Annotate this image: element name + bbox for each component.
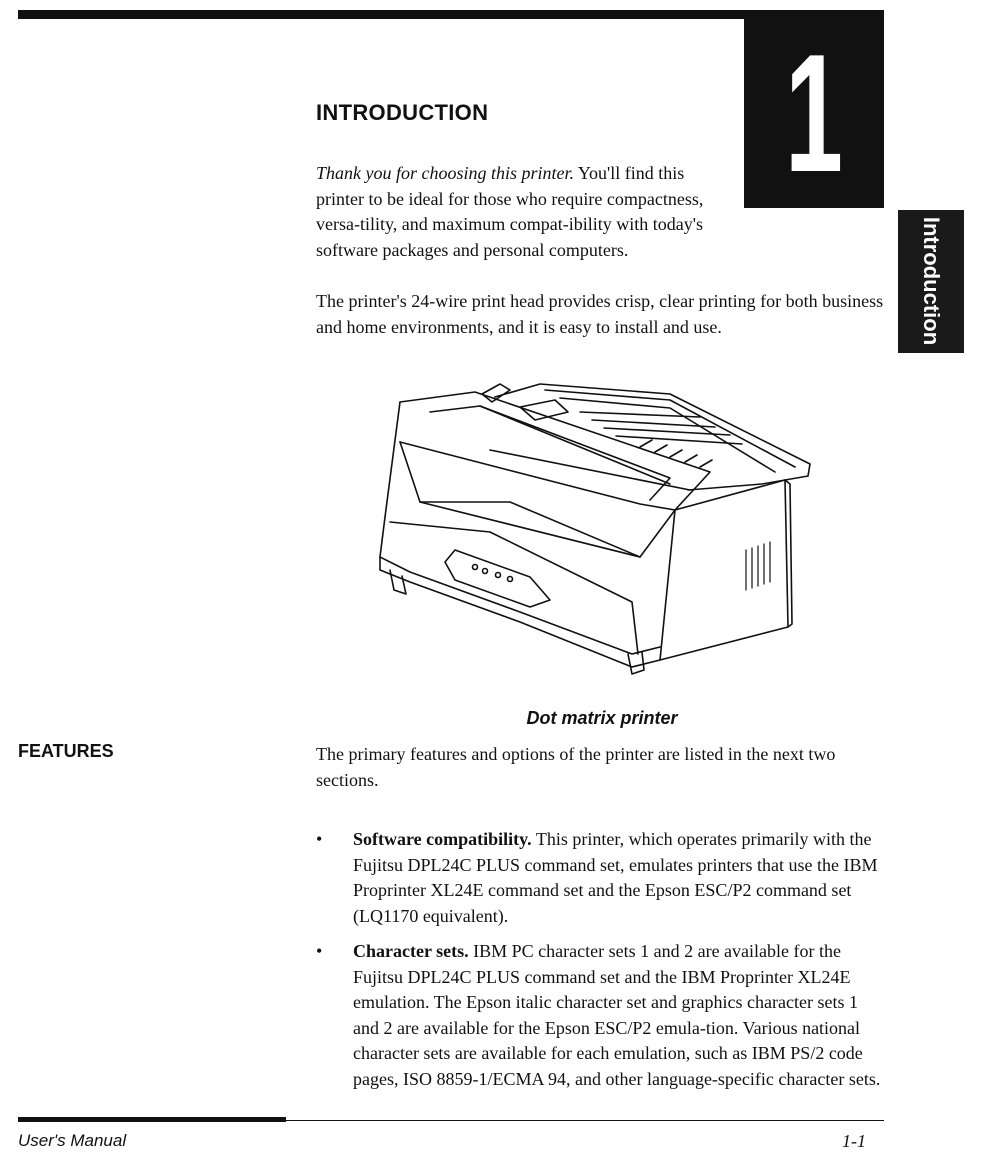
chapter-number: 1 bbox=[785, 19, 843, 207]
section-tab-label: Introduction bbox=[919, 216, 944, 346]
features-intro: The primary features and options of the printer are listed in the next two sections. bbox=[316, 744, 836, 790]
footer-manual-title: User's Manual bbox=[18, 1131, 127, 1150]
features-heading: FEATURES bbox=[18, 741, 114, 761]
footer-page-number: 1-1 bbox=[842, 1131, 866, 1151]
feature-text: IBM PC character sets 1 and 2 are available for the Fujitsu DPL24C PLUS command set and the IBM Proprinter XL24E emulation. The Epson italic character set and graphics character sets 1 and 2 are available for the Epson ESC/P2 emula-tion. Various national character sets are available for each emulation, such as IBM PS/2 code pages, ISO 8859-1/ECMA 94, and other language-specific character sets. bbox=[353, 941, 881, 1089]
feature-term: Character sets. bbox=[353, 941, 469, 961]
chapter-number-block bbox=[744, 10, 884, 208]
intro-paragraph-1-text: You'll find this printer to be ideal for those who require compactness, versa-tility, and maximum compat-ibility with today's software packages and personal computers. bbox=[316, 163, 704, 260]
footer-rule-thin bbox=[286, 1120, 884, 1121]
bullet-icon: • bbox=[316, 941, 323, 961]
figure-caption: Dot matrix printer bbox=[526, 708, 678, 728]
list-item bbox=[316, 939, 882, 1092]
intro-lead-sentence: Thank you for choosing this printer. bbox=[316, 163, 575, 183]
intro-paragraph-1 bbox=[316, 161, 726, 263]
feature-term: Software compatibility. bbox=[353, 829, 532, 849]
bullet-icon: • bbox=[316, 829, 323, 849]
features-list bbox=[316, 827, 882, 1102]
introduction-heading: INTRODUCTION bbox=[316, 100, 489, 125]
feature-text: This printer, which operates primarily with the Fujitsu DPL24C PLUS command set, emulates printers that use the IBM Proprinter XL24E command set and the Epson ESC/P2 command set (LQ1170 equivalent). bbox=[353, 829, 878, 926]
list-item bbox=[316, 827, 882, 929]
footer-rule-thick bbox=[18, 1117, 286, 1122]
printer-illustration bbox=[370, 372, 820, 692]
section-tab bbox=[898, 210, 964, 353]
intro-paragraph-2: The printer's 24-wire print head provides crisp, clear printing for both business and home environments, and it is easy to install and use. bbox=[316, 291, 884, 337]
